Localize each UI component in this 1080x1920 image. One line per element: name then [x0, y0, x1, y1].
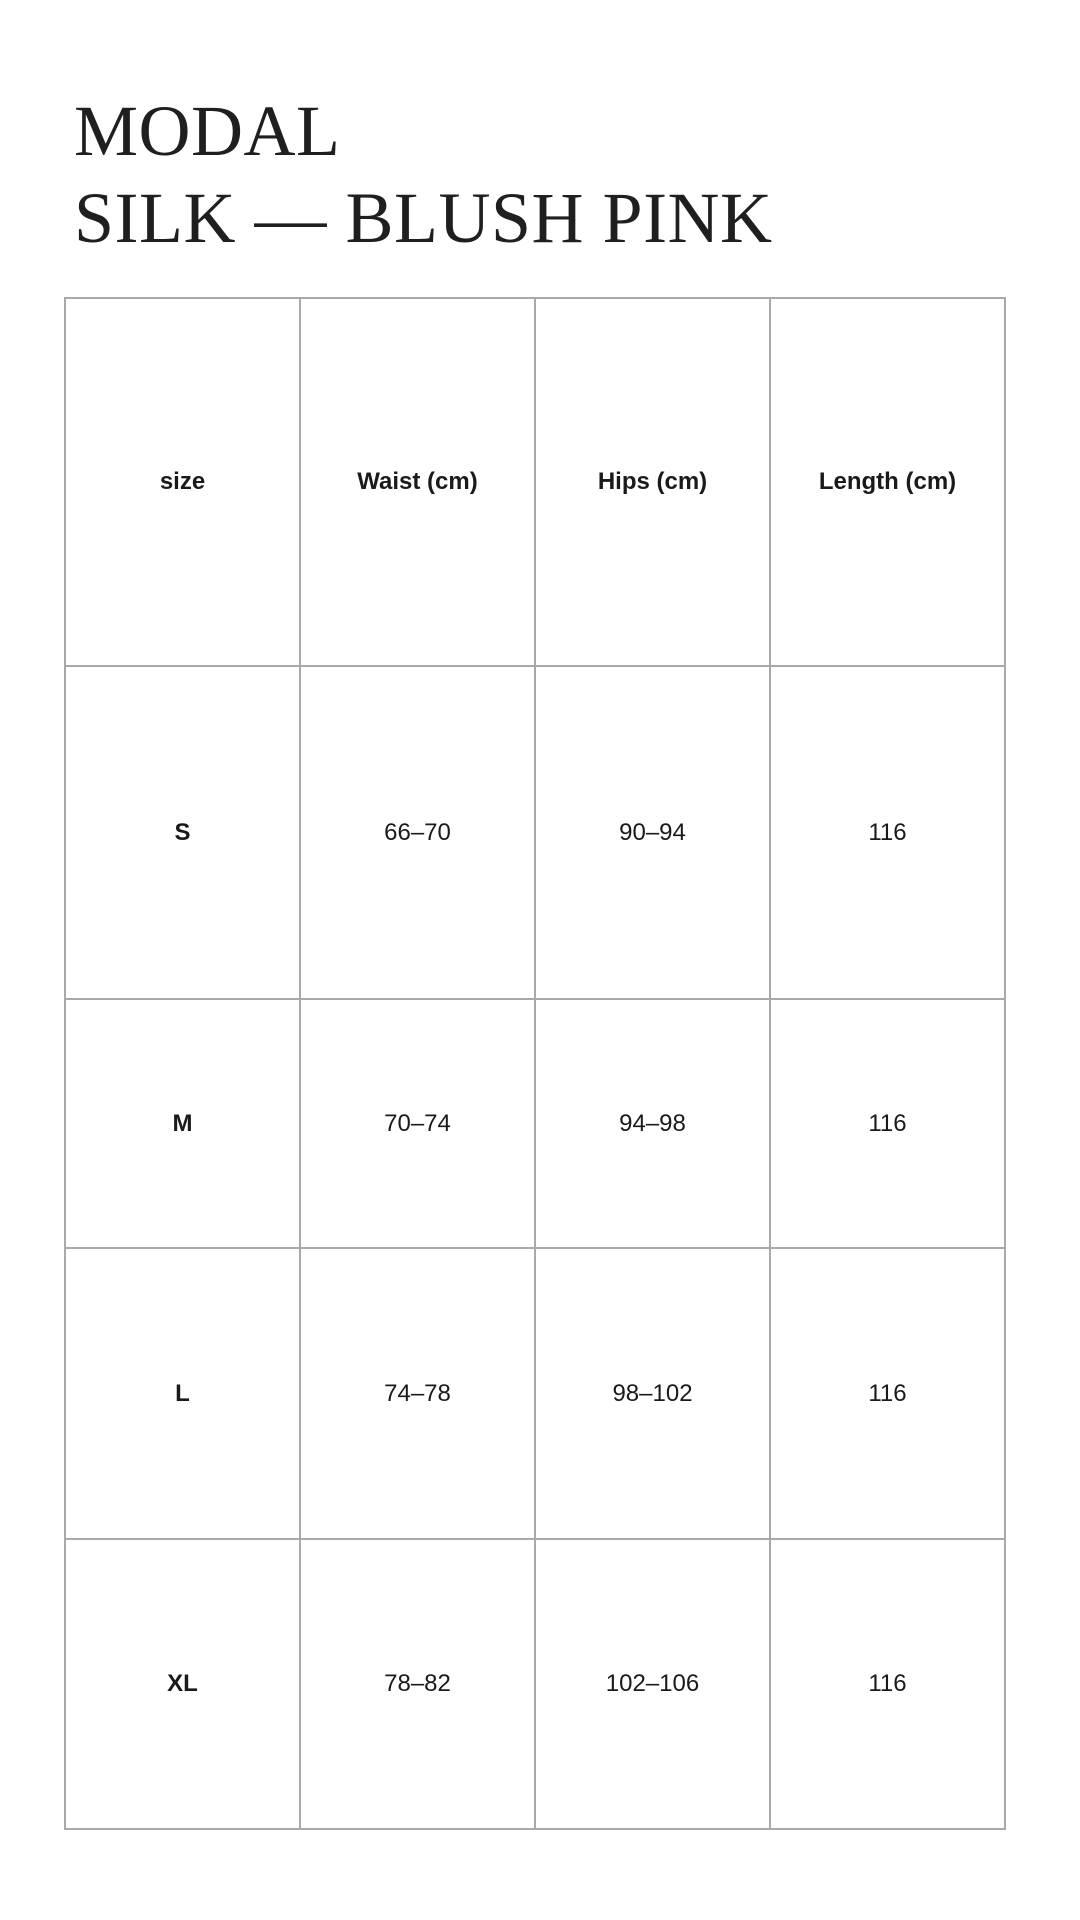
- size-cell: XL: [65, 1539, 300, 1829]
- size-cell: L: [65, 1248, 300, 1539]
- length-cell: 116: [770, 666, 1005, 999]
- page-title: [74, 88, 773, 262]
- page-title-line-1: MODAL: [74, 91, 341, 171]
- length-cell: 116: [770, 1539, 1005, 1829]
- header-hips: Hips (cm): [535, 298, 770, 666]
- page-title-line-2: SILK — BLUSH PINK: [74, 178, 773, 258]
- table-row: [65, 999, 1005, 1248]
- size-cell: M: [65, 999, 300, 1248]
- hips-cell: 102–106: [535, 1539, 770, 1829]
- header-length: Length (cm): [770, 298, 1005, 666]
- table-row: [65, 1539, 1005, 1829]
- header-size: size: [65, 298, 300, 666]
- waist-cell: 74–78: [300, 1248, 535, 1539]
- waist-cell: 66–70: [300, 666, 535, 999]
- hips-cell: 90–94: [535, 666, 770, 999]
- size-chart-table: [64, 297, 1006, 1830]
- table-header-row: [65, 298, 1005, 666]
- size-cell: S: [65, 666, 300, 999]
- waist-cell: 70–74: [300, 999, 535, 1248]
- length-cell: 116: [770, 1248, 1005, 1539]
- hips-cell: 94–98: [535, 999, 770, 1248]
- length-cell: 116: [770, 999, 1005, 1248]
- waist-cell: 78–82: [300, 1539, 535, 1829]
- table-row: [65, 1248, 1005, 1539]
- hips-cell: 98–102: [535, 1248, 770, 1539]
- header-waist: Waist (cm): [300, 298, 535, 666]
- table-row: [65, 666, 1005, 999]
